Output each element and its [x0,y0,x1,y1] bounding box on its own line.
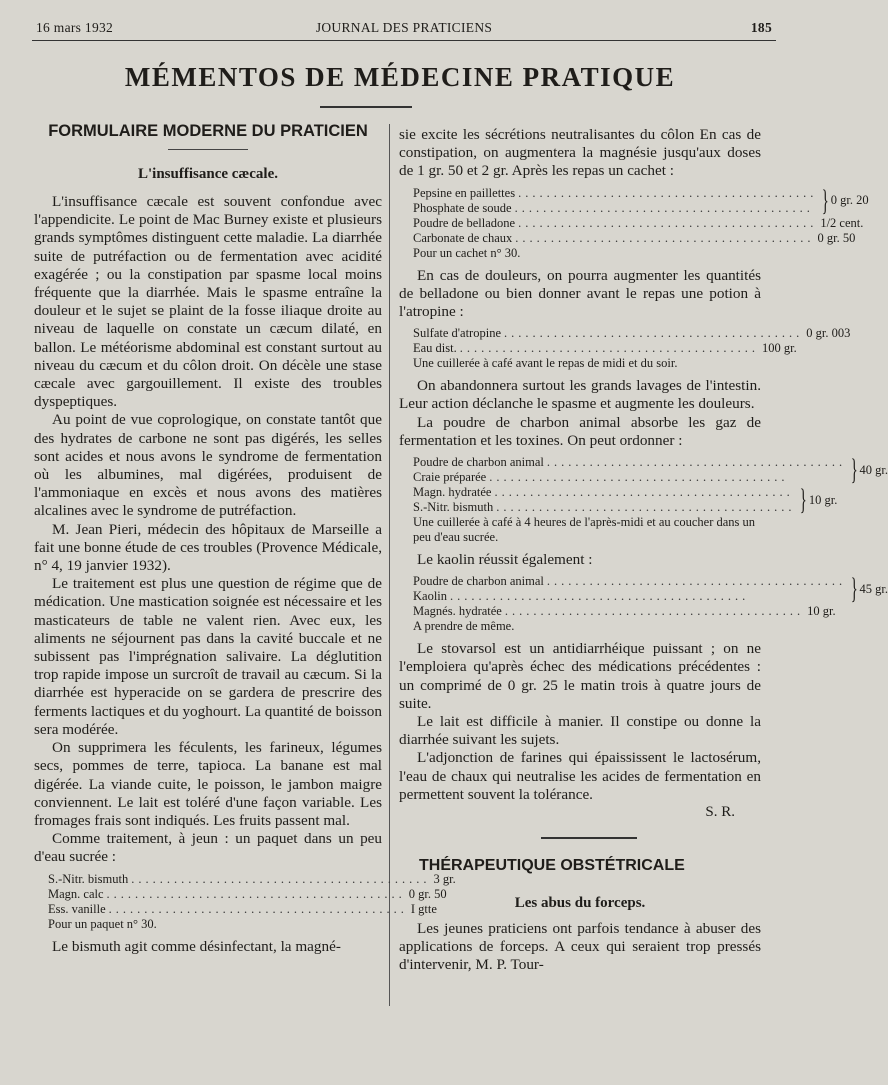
paragraph: Comme traitement, à jeun : un paquet dans un peu d'eau sucrée : [34,830,382,866]
paragraph: On abandonnera surtout les grands lavages de l'intestin. Leur action déclanche le spasme et augmente les douleurs. [399,377,761,413]
formula-note: Une cuillerée à café avant le repas de midi et du soir. [413,356,678,371]
prescription-formula [413,453,888,545]
paragraph: L'insuffisance cæcale est souvent confondue avec l'appendicite. Le point de Mac Burney existe et plusieurs grands symptômes distinguent cette maladie. La diarrhée suite de putréfaction ou de fermentation avec acidité exagérée ; ou la constipation par spasme local moins fréquente que la diarrhée. Mais le spasme entraîne la douleur et le sujet se plaint de la fosse iliaque droite au niveau de laquelle on constate un cæcum dilaté, en ballon. Le météorisme abdominal est constant surtout au niveau du cæcum et du côlon droit. On décèle une stase cæcale avec gargouillement. Il existe des troubles dyspeptiques. [34,193,382,411]
ingredient: S.-Nitr. bismuth [48,871,129,886]
formula-row: Ess. vanille .......................................... I gtte [48,901,437,916]
prescription-formula [413,572,888,634]
dose: 0 gr. 003 [806,326,851,341]
ingredient: Poudre de charbon animal [413,574,544,589]
paragraph: La poudre de charbon animal absorbe les gaz de fermentation et les toxines. On peut ordonner : [399,413,761,449]
formula-note: A prendre de même. [413,619,515,634]
dose: 10 gr. [808,492,838,507]
separator-rule [541,837,637,839]
formula-row: Eau dist. .......................................... 100 gr. [413,341,797,356]
page-title: MÉMENTOS DE MÉDECINE PRATIQUE [124,62,676,92]
dose: I gtte [410,901,437,916]
formula-note: Pour un paquet n° 30. [48,916,157,931]
paragraph: Au point de vue coprologique, on constate tantôt que des hydrates de carbone ne sont pas digérés, les selles sont acides et nous avons le syndrome de fermentation où les albumines, mal digérées, produisent de l'ammoniaque en excès et nous avons des matières alcalines avec le syndrome de putréfaction. [34,411,382,520]
formula-row: Magn. calc .......................................... 0 gr. 50 [48,886,447,901]
page-number: 185 [750,20,772,35]
prescription-formula [48,871,456,932]
formula-note: Pour un cachet n° 30. [413,245,521,260]
author-signature: S. R. [705,804,735,821]
brace: } [850,572,858,606]
dose: 10 gr. [807,604,836,619]
article-title: L'insuffisance cæcale. [138,166,278,182]
formula-row: Sulfate d'atropine .......................................... 0 gr. 003 [413,326,851,341]
ingredient: Poudre de belladone [413,215,516,230]
ingredient: Magnés. hydratée [413,604,502,619]
dose: 0 gr. 50 [817,230,856,245]
ingredient: Pepsine en paillettes [413,185,516,200]
section-heading: FORMULAIRE MODERNE DU PRATICIEN [48,122,368,140]
journal-name: JOURNAL DES PRATICIENS [315,20,493,35]
formula-group: Poudre de charbon animal .......................................... Craie préparée .......................................... } 40 gr. [413,453,888,487]
paragraph: Les jeunes praticiens ont parfois tendance à abuser des applications de forceps. A ceux qui seraient trop pressés d'intervenir, M. P. Tour- [399,920,761,974]
prescription-formula [413,183,869,261]
ingredient: Magn. hydratée [413,485,492,500]
paragraph: sie excite les sécrétions neutralisantes du côlon En cas de constipation, on augmentera la magnésie jusqu'aux doses de 1 gr. 50 et 2 gr. Après les repas un cachet : [399,126,761,180]
brace: } [850,453,858,487]
paragraph: On supprimera les féculents, les farineux, légumes secs, pommes de terre, tapioca. La banane est mal digérée. La viande cuite, le poisson, le jambon maigre conviennent. Le lait est toléré d'une façon variable. Les fromages frais sont indiqués. Les fruits passent mal. [34,739,382,829]
formula-row: Carbonate de chaux .......................................... 0 gr. 50 [413,230,856,245]
formula-row: S.-Nitr. bismuth .......................................... 3 gr. [48,871,456,886]
brace: } [821,183,830,217]
paragraph: Le traitement est plus une question de régime que de médication. Une mastication soignée est nécessaire et les masticateurs de table ne valent rien. Avec eux, les aliments ne séjournent pas dans la cavité buccale et ne subissent pas l'imprégnation salivaire. La déglutition trop rapide impose un surcroît de travail au cæcum. Si la diarrhée est hyperacide on se gardera de prescrire des ferments lactiques et du yoghourt. La quantité de boisson sera modérée. [34,575,382,738]
issue-date: 16 mars 1932 [36,20,114,35]
section-rule [168,149,248,150]
brace: } [800,483,808,517]
ingredient: Craie préparée [413,470,487,485]
section-heading: THÉRAPEUTIQUE OBSTÉTRICALE [419,857,685,875]
paragraph: L'adjonction de farines qui épaississent le lactosérum, l'eau de chaux qui neutralise les acides de fermentation en permettent souvent la tolérance. [399,749,761,803]
paragraph: Le stovarsol est un antidiarrhéique puissant ; on ne l'emploiera qu'après échec des médications précédentes : un comprimé de 0 gr. 25 le matin trois à quatre jours de suite. [399,640,761,712]
formula-note: Une cuillerée à café à 4 heures de l'après-midi et au coucher dans un peu d'eau sucrée. [413,515,756,545]
dose: 45 gr. [859,581,888,596]
ingredient: Sulfate d'atropine [413,326,501,341]
dose: 0 gr. 50 [408,886,447,901]
dose: 40 gr. [859,462,888,477]
formula-group: Magn. hydratée .......................................... S.-Nitr. bismuth .......................................... } 10 gr. [413,483,838,517]
title-rule [320,106,412,108]
header-rule [32,40,776,41]
ingredient: Ess. vanille [48,901,106,916]
ingredient: Kaolin [413,589,448,604]
dose: 3 gr. [433,871,456,886]
ingredient: S.-Nitr. bismuth [413,500,494,515]
paragraph: Le kaolin réussit également : [417,551,593,569]
paragraph: En cas de douleurs, on pourra augmenter les quantités de belladone ou bien donner avant le repas une potion à l'atropine : [399,266,761,321]
paragraph: Le lait est difficile à manier. Il constipe ou donne la diarrhée suivant les sujets. [399,713,761,749]
paragraph: Le bismuth agit comme désinfectant, la magné- [52,937,341,955]
right-column [399,126,888,975]
dose: 0 gr. 20 [830,193,869,208]
formula-row: Magnés. hydratée .......................................... 10 gr. [413,604,836,619]
formula-group: Poudre de charbon animal .......................................... Kaolin .......................................... } 45 gr. [413,572,888,606]
ingredient: Phosphate de soude [413,200,512,215]
running-head [36,20,772,38]
paragraph: M. Jean Pieri, médecin des hôpitaux de Marseille a fait une bonne étude de ces troubles (Provence Médicale, n° 4, 19 janvier 1932). [34,520,382,575]
dose: 1/2 cent. [820,215,864,230]
formula-row: Poudre de belladone .......................................... 1/2 cent. [413,215,864,230]
prescription-formula [413,326,851,371]
formula-group: Pepsine en paillettes .......................................... Phosphate de soude .......................................... } 0 gr. 20 [413,183,869,217]
ingredient: Eau dist. [413,341,457,356]
dose: 100 gr. [762,341,797,356]
ingredient: Poudre de charbon animal [413,455,544,470]
article-title: Les abus du forceps. [514,895,646,912]
ingredient: Magn. calc [48,886,104,901]
ingredient: Carbonate de chaux [413,230,513,245]
